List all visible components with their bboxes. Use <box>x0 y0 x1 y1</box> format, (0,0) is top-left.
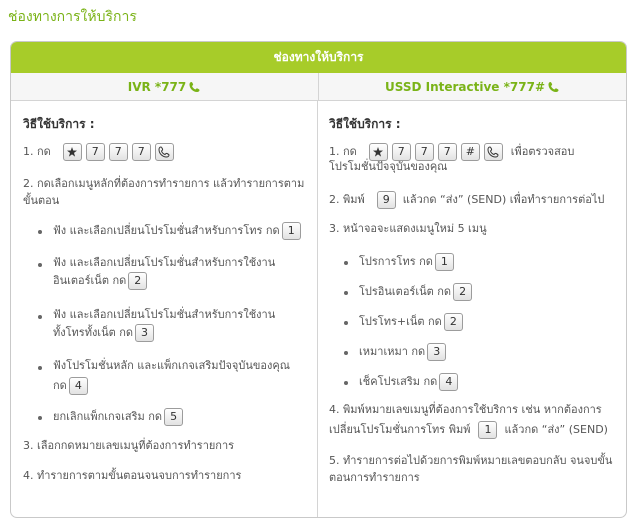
option-text: ยกเลิกแพ็กเกจเสริม กด <box>53 410 163 423</box>
table-header: ช่องทางให้บริการ <box>11 42 626 73</box>
ussd-step-5-cont: ตอนการทำรายการ <box>329 471 420 484</box>
ivr-column-header <box>11 73 319 100</box>
ussd-column-header <box>319 73 626 100</box>
step-text: แล้วกด “ส่ง” (SEND) <box>504 423 608 436</box>
menu-text: โปรอินเตอร์เน็ต กด <box>359 285 452 298</box>
bullet <box>344 261 348 265</box>
step-label: 1. กด <box>329 145 357 158</box>
ussd-menu-1 <box>359 253 456 271</box>
key-7: 7 <box>132 143 151 161</box>
ivr-step-2: 2. กดเลือกเมนูหลักที่ต้องการทำรายการ แล้วทำรายการตาม <box>23 177 305 190</box>
key-9: 9 <box>377 191 396 209</box>
ussd-title: USSD Interactive *777# <box>384 79 545 94</box>
ivr-column <box>11 101 318 518</box>
ussd-menu-2 <box>359 283 474 301</box>
step-text: เปลี่ยนโปรโมชั่นการโทร พิมพ์ <box>329 423 471 436</box>
key-2: 2 <box>444 313 463 331</box>
key-hash: # <box>461 143 480 161</box>
bullet <box>344 321 348 325</box>
ussd-heading: วิธีใช้บริการ : <box>329 117 401 131</box>
ussd-step-5: 5. ทำรายการต่อไปด้วยการพิมพ์หมายเลขตอบกลับ จนจบขั้น <box>329 454 613 467</box>
key-7: 7 <box>438 143 457 161</box>
ussd-column <box>318 101 626 518</box>
bullet <box>38 263 42 267</box>
bullet <box>38 230 42 234</box>
key-2: 2 <box>128 272 147 290</box>
ussd-step-2 <box>329 191 604 209</box>
ivr-option-1 <box>53 222 303 240</box>
key-7: 7 <box>392 143 411 161</box>
step-text: แล้วกด “ส่ง” (SEND) เพื่อทำรายการต่อไป <box>402 193 605 206</box>
ivr-option-3b <box>53 324 156 342</box>
option-text: อินเตอร์เน็ต กด <box>53 274 127 287</box>
ivr-title: IVR *777 <box>127 79 187 94</box>
key-1: 1 <box>282 222 301 240</box>
option-text: ฟัง และเลือกเปลี่ยนโปรโมชั่นสำหรับการโทร กด <box>53 224 280 237</box>
ussd-menu-4 <box>359 343 448 361</box>
bullet <box>344 351 348 355</box>
ivr-step-2-cont: ขั้นตอน <box>23 194 60 207</box>
option-text: ทั้งโทรทั้งเน็ต กด <box>53 326 134 339</box>
menu-text: โปรการโทร กด <box>359 255 433 268</box>
step-label: 2. พิมพ์ <box>329 193 365 206</box>
key-4: 4 <box>439 373 458 391</box>
key-2: 2 <box>453 283 472 301</box>
step-text: เพื่อตรวจสอบ <box>510 145 575 158</box>
key-4: 4 <box>69 377 88 395</box>
key-1: 1 <box>478 421 497 439</box>
ivr-option-2a: ฟัง และเลือกเปลี่ยนโปรโมชั่นสำหรับการใช้งาน <box>53 256 276 269</box>
service-channel-table <box>10 41 627 518</box>
page-title: ช่องทางการให้บริการ <box>8 9 137 25</box>
ivr-option-4b <box>53 377 90 395</box>
menu-text: เช็คโปรเสริม กด <box>359 375 438 388</box>
key-3: 3 <box>427 343 446 361</box>
ivr-option-4a: ฟังโปรโมชั่นหลัก และแพ็กเกจเสริมปัจจุบันของคุณ <box>53 359 290 372</box>
star-key-icon <box>63 143 82 161</box>
phone-call-icon <box>484 143 503 161</box>
ussd-step-4: 4. พิมพ์หมายเลขเมนูที่ต้องการใช้บริการ เช่น หากต้องการ <box>329 403 602 416</box>
ivr-step-3: 3. เลือกกดหมายเลขเมนูที่ต้องการทำรายการ <box>23 439 235 452</box>
ussd-menu-5 <box>359 373 460 391</box>
key-7: 7 <box>109 143 128 161</box>
key-3: 3 <box>135 324 154 342</box>
bullet <box>38 416 42 420</box>
menu-text: โปรโทร+เน็ต กด <box>359 315 442 328</box>
menu-text: เหมาเหมา กด <box>359 345 426 358</box>
ivr-option-5 <box>53 408 185 426</box>
phone-icon <box>547 81 560 93</box>
ussd-step-1-cont: โปรโมชั่นปัจจุบันของคุณ <box>329 160 448 173</box>
bullet <box>344 291 348 295</box>
key-7: 7 <box>415 143 434 161</box>
ussd-step-3: 3. หน้าจอจะแสดงเมนูใหม่ 5 เมนู <box>329 222 487 235</box>
ivr-option-2b <box>53 272 149 290</box>
phone-call-icon <box>155 143 174 161</box>
bullet <box>344 381 348 385</box>
ivr-step-4: 4. ทำรายการตามขั้นตอนจนจบการทำรายการ <box>23 469 242 482</box>
step-label: 1. กด <box>23 145 51 158</box>
ussd-step-4-cont <box>329 421 608 439</box>
ivr-heading: วิธีใช้บริการ : <box>23 117 95 131</box>
key-5: 5 <box>164 408 183 426</box>
ivr-step-1 <box>23 143 176 161</box>
ivr-option-3a: ฟัง และเลือกเปลี่ยนโปรโมชั่นสำหรับการใช้งาน <box>53 308 276 321</box>
ussd-menu-3 <box>359 313 465 331</box>
bullet <box>38 366 42 370</box>
column-headers <box>11 73 626 101</box>
key-7: 7 <box>86 143 105 161</box>
bullet <box>38 315 42 319</box>
option-text: กด <box>53 379 67 392</box>
key-1: 1 <box>435 253 454 271</box>
phone-icon <box>188 81 201 93</box>
